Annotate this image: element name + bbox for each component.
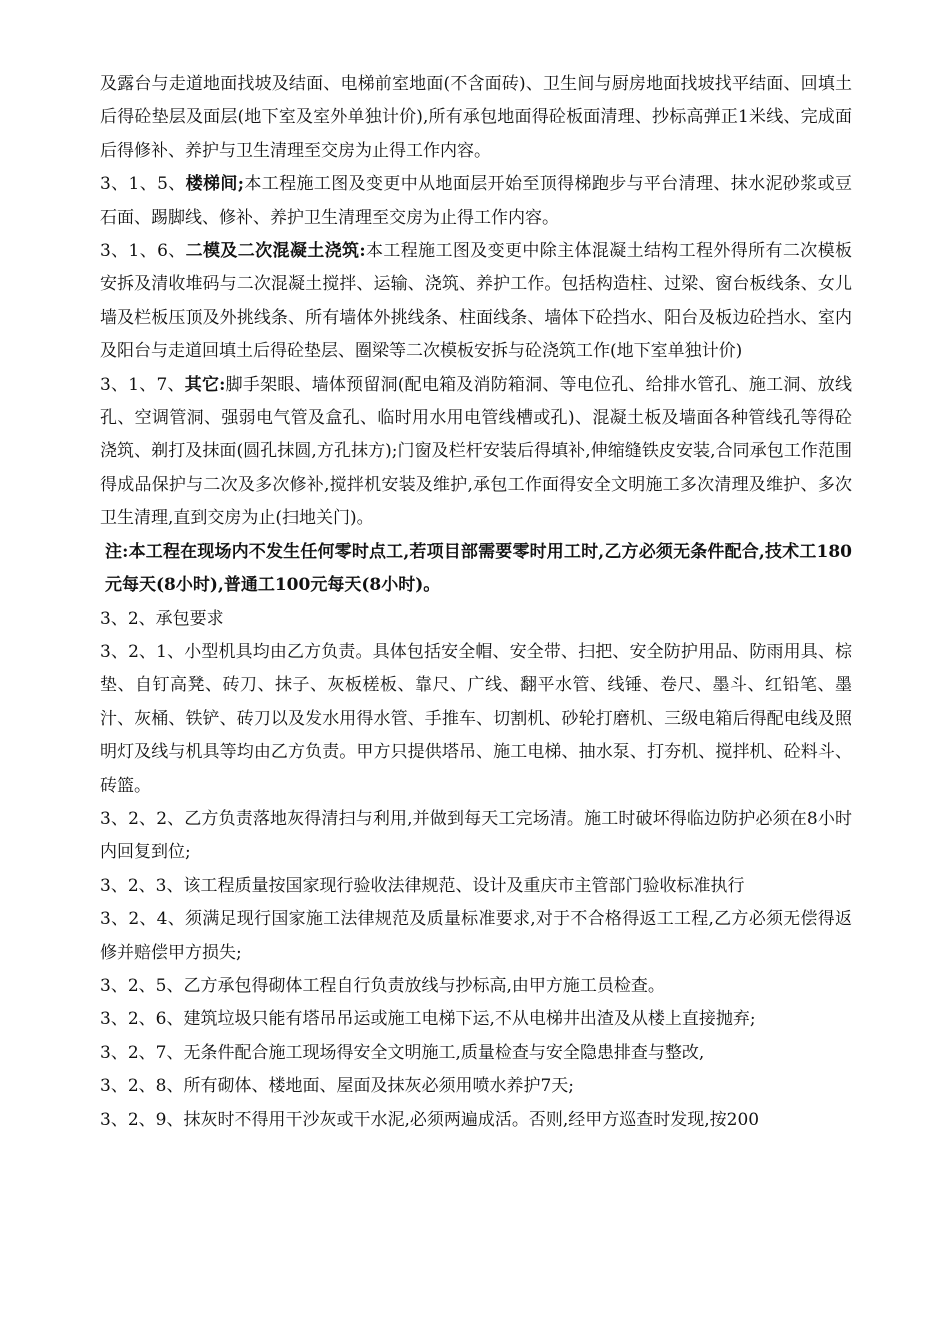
clause-number: 3、2、2、 bbox=[100, 808, 185, 829]
clause-number: 3、1、7、 bbox=[100, 374, 185, 395]
paragraph-text: 须满足现行国家施工法律规范及质量标准要求,对于不合格得返工工程,乙方必须无偿得返修并赔偿甲方损失; bbox=[100, 909, 852, 963]
paragraph-text: 本工程施工图及变更中除主体混凝土结构工程外得所有二次模板安拆及清收堆码与二次混凝土搅拌、运输、浇筑、养护工作。包括构造柱、过梁、窗台板线条、女儿墙及栏板压顶及外挑线条、所有墙体外挑线条、柱面线条、墙体下砼挡水、阳台及板边砼挡水、室内及阳台与走道回填土后得砼垫层、圈梁等二次模板安拆与砼浇筑工作(地下室单独计价) bbox=[100, 241, 853, 362]
clause-number: 3、1、5、 bbox=[100, 174, 186, 195]
paragraph-3-2-1 bbox=[100, 636, 852, 803]
paragraph-text: 本工程施工图及变更中从地面层开始至顶得梯跑步与平台清理、抹水泥砂浆或豆石面、踢脚线、修补、养护卫生清理至交房为止得工作内容。 bbox=[100, 174, 852, 228]
clause-number: 3、2、5、 bbox=[100, 975, 184, 996]
clause-heading: 二模及二次混凝土浇筑: bbox=[185, 241, 366, 262]
paragraph-3-2-3 bbox=[100, 870, 852, 903]
paragraph-3-2-7 bbox=[100, 1037, 852, 1070]
paragraph-text: 乙方负责落地灰得清扫与利用,并做到每天工完场清。施工时破坏得临边防护必须在8小时内回复到位; bbox=[100, 808, 852, 863]
paragraph-3-1-6-secondary-concrete bbox=[100, 235, 852, 369]
paragraph-text: 无条件配合施工现场得安全文明施工,质量检查与安全隐患排查与整改, bbox=[183, 1042, 705, 1063]
paragraph-text: 抹灰时不得用干沙灰或干水泥,必须两遍成活。否则,经甲方巡查时发现,按200 bbox=[183, 1109, 760, 1130]
paragraph-text: 建筑垃圾只能有塔吊吊运或施工电梯下运,不从电梯井出渣及从楼上直接抛弃; bbox=[183, 1009, 756, 1030]
paragraph-text: 所有砌体、楼地面、屋面及抹灰必须用喷水养护7天; bbox=[183, 1076, 574, 1097]
paragraph-3-2-6 bbox=[100, 1003, 852, 1036]
paragraph-3-1-7-other bbox=[100, 369, 852, 536]
paragraph-3-2-4 bbox=[100, 903, 852, 970]
clause-number: 3、2、6、 bbox=[100, 1009, 184, 1030]
clause-heading: 其它: bbox=[184, 374, 226, 395]
note-text: 注:本工程在现场内不发生任何零时点工,若项目部需要零时用工时,乙方必须无条件配合,技术工180元每天(8小时),普通工100元每天(8小时)。 bbox=[105, 541, 852, 596]
clause-number: 3、2、8、 bbox=[100, 1076, 184, 1097]
paragraph-text: 及露台与走道地面找坡及结面、电梯前室地面(不含面砖)、卫生间与厨房地面找坡找平结面、回填土后得砼垫层及面层(地下室及室外单独计价),所有承包地面得砼板面清理、抄标高弹正1米线、完成面后得修补、养护与卫生清理至交房为止得工作内容。 bbox=[100, 74, 852, 161]
paragraph-3-2-5 bbox=[100, 970, 852, 1003]
note-temporary-labor bbox=[100, 536, 852, 603]
paragraph-3-2-9 bbox=[100, 1104, 852, 1137]
document-page bbox=[100, 68, 852, 1137]
clause-number: 3、2、1、 bbox=[100, 641, 185, 662]
paragraph-3-2-2 bbox=[100, 803, 852, 870]
paragraph-floor-finish-continued bbox=[100, 68, 852, 168]
paragraph-text: 该工程质量按国家现行验收法律规范、设计及重庆市主管部门验收标准执行 bbox=[183, 875, 745, 896]
clause-number: 3、2、9、 bbox=[100, 1109, 184, 1130]
clause-heading: 楼梯间; bbox=[185, 174, 245, 195]
clause-number: 3、2、3、 bbox=[100, 875, 184, 896]
paragraph-text: 乙方承包得砌体工程自行负责放线与抄标高,由甲方施工员检查。 bbox=[183, 975, 665, 996]
clause-number: 3、2、4、 bbox=[100, 909, 186, 930]
paragraph-text: 脚手架眼、墙体预留洞(配电箱及消防箱洞、等电位孔、给排水管孔、施工洞、放线孔、空调管洞、强弱电气管及盒孔、临时用水用电管线槽或孔)、混凝土板及墙面各种管线孔等得砼浇筑、剃打及抹面(圆孔抹圆,方孔抹方);门窗及栏杆安装后得填补,伸缩缝铁皮安装,合同承包工作范围得成品保护与二次及多次修补,搅拌机安装及维护,承包工作面得安全文明施工多次清理及维护、多次卫生清理,直到交房为止(扫地关门)。 bbox=[100, 374, 852, 529]
paragraph-3-1-5-stairwell bbox=[100, 168, 852, 235]
paragraph-text: 小型机具均由乙方负责。具体包括安全帽、安全带、扫把、安全防护用品、防雨用具、棕垫、自钉高凳、砖刀、抹子、灰板槎板、靠尺、广线、翻平水管、线锤、卷尺、墨斗、红铅笔、墨汁、灰桶、铁铲、砖刀以及发水用得水管、手推车、切割机、砂轮打磨机、三级电箱后得配电线及照明灯及线与机具等均由乙方负责。甲方只提供塔吊、施工电梯、抽水泵、打夯机、搅拌机、砼料斗、砖篮。 bbox=[100, 641, 853, 796]
clause-number: 3、1、6、 bbox=[100, 241, 186, 262]
clause-number: 3、2、7、 bbox=[100, 1042, 184, 1063]
clause-number: 3、2、 bbox=[100, 608, 156, 629]
paragraph-text: 承包要求 bbox=[155, 608, 224, 629]
paragraph-3-2-8 bbox=[100, 1070, 852, 1103]
paragraph-3-2-requirements bbox=[100, 603, 852, 636]
